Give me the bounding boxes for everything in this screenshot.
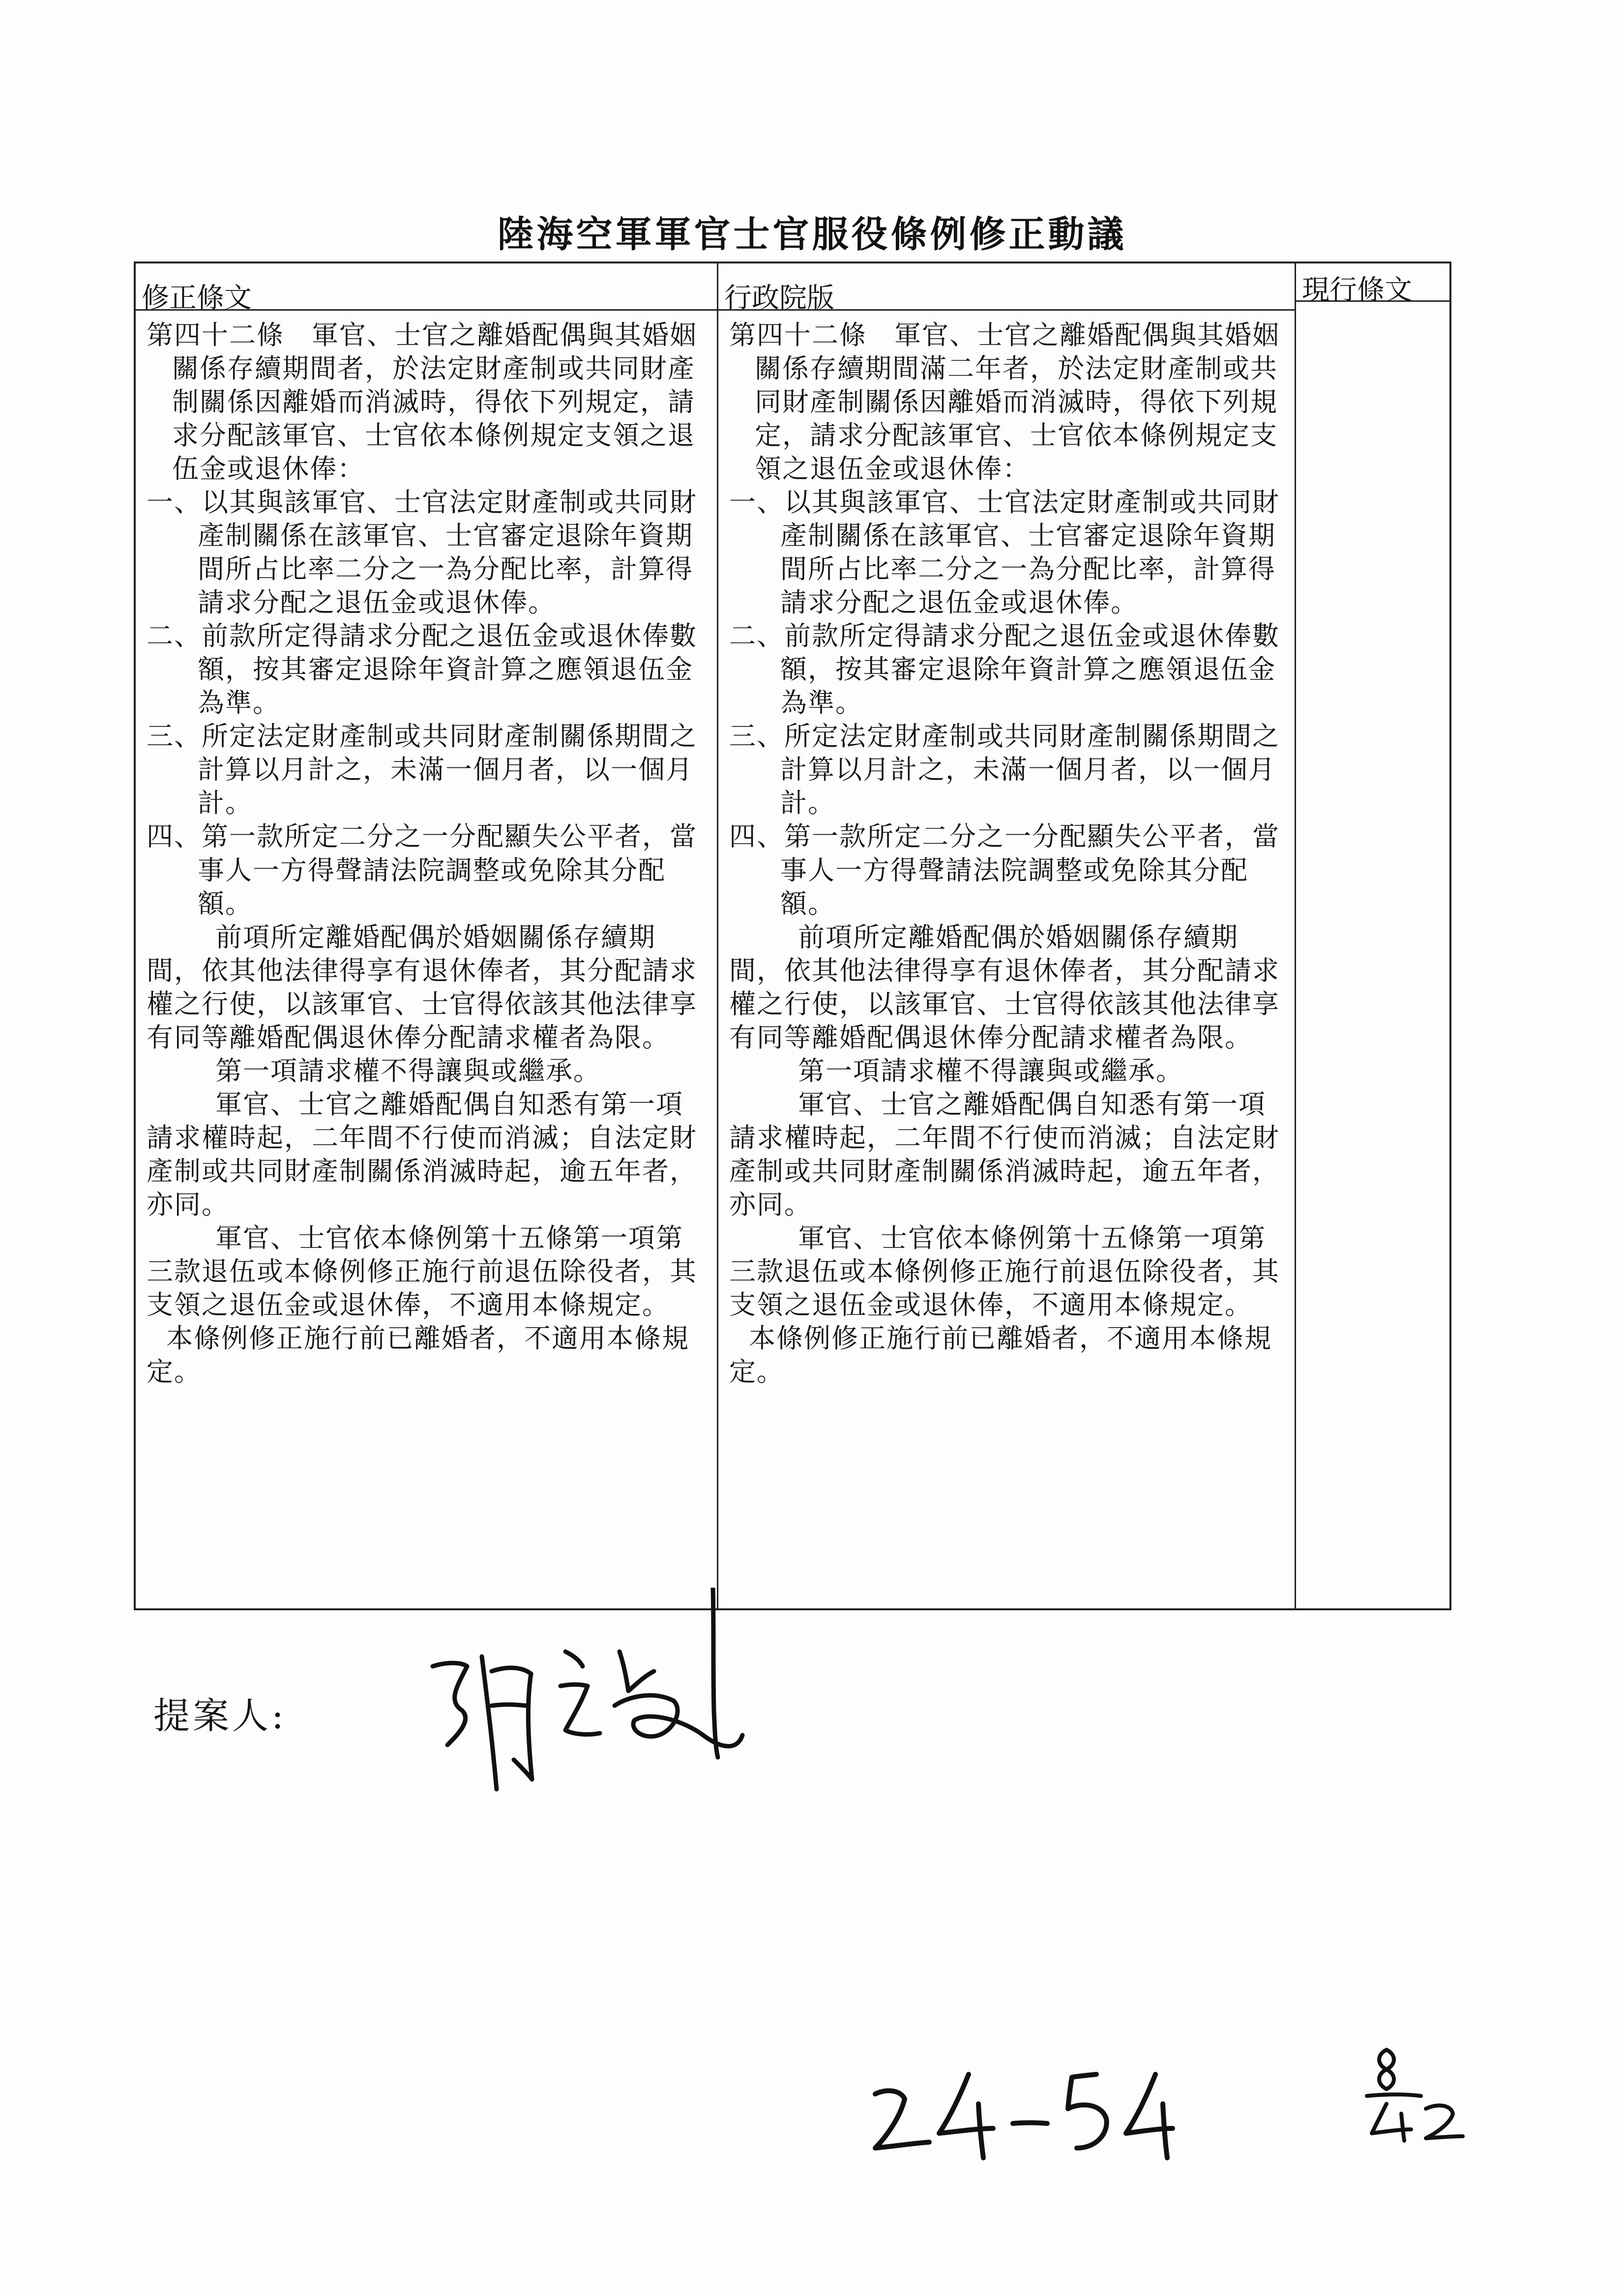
handwritten-signature [418, 1588, 801, 1794]
handwritten-corner-mark [1357, 2045, 1465, 2143]
amended-paragraph: 三、所定法定財產制或共同財產制關係期間之計算以月計之，未滿一個月者，以一個月計。 [147, 721, 697, 819]
executive-paragraph: 第四十二條 軍官、士官之離婚配偶與其婚姻關係存續期間滿二年者，於法定財產制或共同財產制關係因離婚而消滅時，得依下列規定，請求分配該軍官、士官依本條例規定支領之退伍金或退休俸： [729, 320, 1280, 485]
amended-column [136, 263, 718, 1608]
amended-paragraph: 第四十二條 軍官、士官之離婚配偶與其婚姻關係存續期間者，於法定財產制或共同財產制關係因離婚而消滅時，得依下列規定，請求分配該軍官、士官依本條例規定支領之退伍金或退休俸： [147, 320, 697, 485]
executive-paragraph: 第一項請求權不得讓與或繼承。 [798, 1055, 1183, 1086]
executive-column [718, 263, 1296, 1608]
amended-body [136, 311, 717, 1389]
amended-paragraph: 軍官、士官依本條例第十五條第一項第三款退伍或本條例修正施行前退伍除役者，其支領之退伍金或退休俸，不適用本條規定。 [147, 1222, 697, 1320]
amended-paragraph: 本條例修正施行前已離婚者，不適用本條規定。 [147, 1322, 689, 1387]
amended-paragraph: 四、第一款所定二分之一分配顯失公平者，當事人一方得聲請法院調整或免除其分配額。 [147, 821, 697, 919]
executive-paragraph: 軍官、士官之離婚配偶自知悉有第一項請求權時起，二年間不行使而消滅；自法定財產制或共同財產制關係消滅時起，逾五年者，亦同。 [729, 1088, 1280, 1220]
executive-paragraph: 一、以其與該軍官、士官法定財產制或共同財產制關係在該軍官、士官審定退除年資期間所占比率二分之一為分配比率，計算得請求分配之退伍金或退休俸。 [729, 487, 1280, 618]
handwritten-page-number [865, 2055, 1180, 2163]
executive-paragraph: 本條例修正施行前已離婚者，不適用本條規定。 [729, 1322, 1272, 1387]
amended-paragraph: 一、以其與該軍官、士官法定財產制或共同財產制關係在該軍官、士官審定退除年資期間所占比率二分之一為分配比率，計算得請求分配之退伍金或退休俸。 [147, 487, 697, 618]
executive-paragraph: 前項所定離婚配偶於婚姻關係存續期間，依其他法律得享有退休俸者，其分配請求權之行使，以該軍官、士官得依該其他法律享有同等離婚配偶退休俸分配請求權者為限。 [729, 921, 1280, 1053]
executive-paragraph: 三、所定法定財產制或共同財產制關係期間之計算以月計之，未滿一個月者，以一個月計。 [729, 721, 1280, 819]
amended-header: 修正條文 [136, 263, 717, 311]
amended-paragraph: 第一項請求權不得讓與或繼承。 [215, 1055, 601, 1086]
current-header: 現行條文 [1296, 263, 1449, 302]
amended-paragraph: 二、前款所定得請求分配之退伍金或退休俸數額，按其審定退除年資計算之應領退伍金為準。 [147, 620, 697, 719]
executive-header: 行政院版 [718, 263, 1295, 311]
current-column [1296, 263, 1449, 1608]
executive-paragraph: 二、前款所定得請求分配之退伍金或退休俸數額，按其審定退除年資計算之應領退伍金為準。 [729, 620, 1280, 719]
proposer-label: 提案人: [153, 1695, 287, 1737]
document-title: 陸海空軍軍官士官服役條例修正動議 [497, 213, 1127, 256]
comparison-table [134, 262, 1451, 1610]
executive-paragraph: 軍官、士官依本條例第十五條第一項第三款退伍或本條例修正施行前退伍除役者，其支領之退伍金或退休俸，不適用本條規定。 [729, 1222, 1280, 1320]
executive-paragraph: 四、第一款所定二分之一分配顯失公平者，當事人一方得聲請法院調整或免除其分配額。 [729, 821, 1280, 919]
amended-paragraph: 前項所定離婚配偶於婚姻關係存續期間，依其他法律得享有退休俸者，其分配請求權之行使，以該軍官、士官得依該其他法律享有同等離婚配偶退休俸分配請求權者為限。 [147, 921, 697, 1053]
executive-body [718, 311, 1295, 1389]
amended-paragraph: 軍官、士官之離婚配偶自知悉有第一項請求權時起，二年間不行使而消滅；自法定財產制或共同財產制關係消滅時起，逾五年者，亦同。 [147, 1088, 697, 1220]
